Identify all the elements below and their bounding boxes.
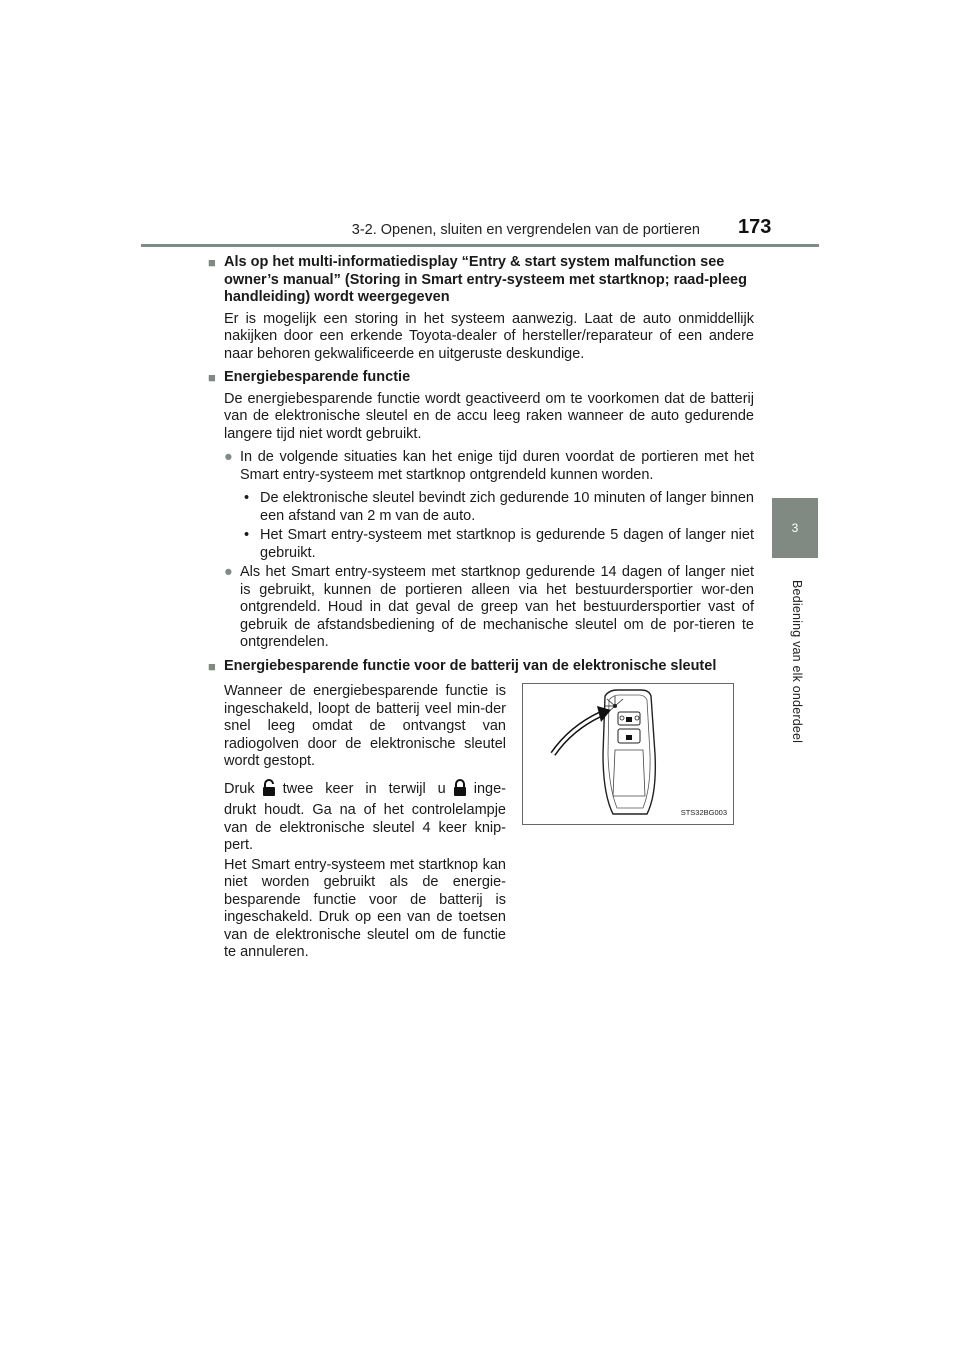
square-bullet-icon: ■	[208, 255, 216, 270]
sub-list-item: • De elektronische sleutel bevindt zich gedurende 10 minuten of langer binnen een afstand van 2 m van de auto.	[244, 490, 754, 524]
lock-icon	[452, 779, 468, 803]
figure-code: STS32BG003	[680, 807, 727, 817]
section-heading: Energiebesparende functie voor de batterij van de elektronische sleutel	[224, 657, 717, 674]
unlock-icon	[261, 779, 277, 803]
circle-bullet-icon: ●	[224, 564, 233, 580]
figure-block	[224, 683, 754, 983]
key-fob-illustration	[522, 683, 734, 825]
paragraph: Druk twee keer in terwijl u inge-drukt houdt. Ga na of het controlelampje van de elektronische sleutel 4 keer knip-pert.	[224, 780, 506, 853]
chapter-title: Bediening van elk onderdeel	[790, 580, 804, 744]
circle-bullet-icon: ●	[224, 449, 233, 465]
paragraph: Het Smart entry-systeem met startknop kan niet worden gebruikt als de energie-besparende functie voor de batterij is ingeschakeld. Druk op een van de toetsen van de elektronische sleutel om de functie te annuleren.	[224, 856, 506, 960]
section-energy-saving	[208, 369, 754, 652]
page-content	[208, 254, 754, 989]
section-malfunction	[208, 254, 754, 363]
section-heading: Energiebesparende functie	[224, 369, 411, 385]
page-number: 173	[738, 216, 772, 238]
square-bullet-icon: ■	[208, 658, 216, 674]
paragraph: Wanneer de energiebesparende functie is ingeschakeld, loopt de batterij veel min-der snel leeg omdat de ontvangst van radiogolven door de elektronische sleutel wordt gestopt.	[224, 683, 506, 769]
chapter-number: 3	[791, 521, 799, 535]
section-heading: Als op het multi-informatiedisplay “Entry & start system malfunction see owner’s manual” (Storing in Smart entry-systeem met startknop; raad-pleeg handleiding) wordt weergegeven	[224, 254, 747, 305]
list-item: ● In de volgende situaties kan het enige tijd duren voordat de portieren met het Smart entry-systeem met startknop ontgrendeld kunnen worden.	[224, 449, 754, 483]
section-key-battery-saving	[208, 658, 754, 984]
square-bullet-icon: ■	[208, 370, 216, 385]
sub-list-item: • Het Smart entry-systeem met startknop is gedurende 5 dagen of langer niet gebruikt.	[244, 527, 754, 561]
list-item: ● Als het Smart entry-systeem met startknop gedurende 14 dagen of langer niet is gebruikt, kunnen de portieren alleen via het bestuurdersportier wor-den ontgrendeld. Houd in dat geval de greep van het bestuurdersportier vast of gebruik de afstandsbediening of de mechanische sleutel om de por-tieren te ontgrendelen.	[224, 564, 754, 650]
section-body: Er is mogelijk een storing in het systeem aanwezig. Laat de auto onmiddellijk nakijken door een erkende Toyota-dealer of hersteller/reparateur of een andere naar behoren gekwalificeerde en uitgeruste deskundige.	[224, 310, 754, 362]
chapter-tab	[772, 498, 818, 558]
section-body: De energiebesparende functie wordt geactiveerd om te voorkomen dat de batterij van de elektronische sleutel en de accu leeg raken wanneer de auto gedurende langere tijd niet wordt gebruikt.	[224, 390, 754, 442]
header-divider	[141, 244, 819, 247]
header-section-title: 3-2. Openen, sluiten en vergrendelen van de portieren	[351, 222, 700, 238]
